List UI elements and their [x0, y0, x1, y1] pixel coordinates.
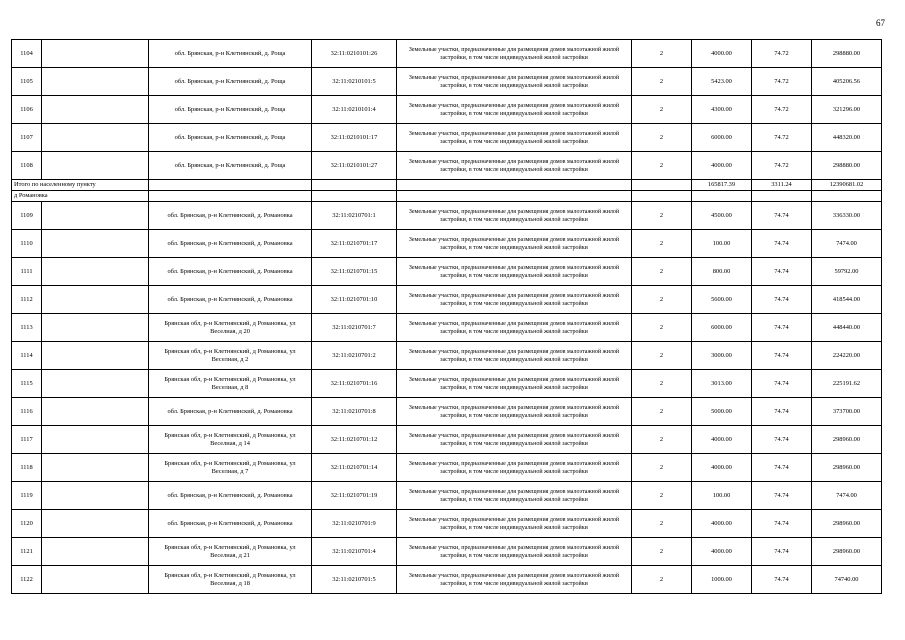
table-row: [12, 566, 882, 594]
cadastral-value-cell: 336330.00: [812, 202, 882, 230]
permitted-use-cell: Земельные участки, предназначенные для размещения домов малоэтажной жилой застройки, в том числе индивидуальной жилой застройки: [397, 124, 632, 152]
permitted-use-cell: Земельные участки, предназначенные для размещения домов малоэтажной жилой застройки, в том числе индивидуальной жилой застройки: [397, 398, 632, 426]
cadastral-value-cell: 405206.56: [812, 68, 882, 96]
empty-cell: [42, 482, 149, 510]
category-cell: 2: [632, 370, 692, 398]
row-number-cell: 1120: [12, 510, 42, 538]
table-row: [12, 538, 882, 566]
area-cell: 3000.00: [692, 342, 752, 370]
category-cell: 2: [632, 258, 692, 286]
permitted-use-cell: Земельные участки, предназначенные для размещения домов малоэтажной жилой застройки, в том числе индивидуальной жилой застройки: [397, 152, 632, 180]
row-number-cell: 1112: [12, 286, 42, 314]
address-cell: Брянская обл, р-н Клетнянский, д Романовка, ул Веселиая, д 18: [149, 566, 312, 594]
table-row: [12, 286, 882, 314]
table-body-romanovka: [12, 202, 882, 594]
table-row: [12, 258, 882, 286]
settlement-header-cell: [149, 191, 312, 202]
cadastral-number-cell: 32:11:0210701:17: [312, 230, 397, 258]
area-cell: 6000.00: [692, 314, 752, 342]
address-cell: обл. Брянская, р-н Клетнянский, д. Роща: [149, 96, 312, 124]
cadastral-number-cell: 32:11:0210101:4: [312, 96, 397, 124]
cadastral-value-cell: 7474.00: [812, 230, 882, 258]
settlement-name: д Романовка: [12, 191, 149, 202]
row-number-cell: 1109: [12, 202, 42, 230]
cadastral-value-cell: 448320.00: [812, 124, 882, 152]
area-cell: 4000.00: [692, 454, 752, 482]
cadastral-number-cell: 32:11:0210101:27: [312, 152, 397, 180]
rate-cell: 74.74: [752, 482, 812, 510]
row-number-cell: 1105: [12, 68, 42, 96]
address-cell: Брянская обл, р-н Клетнянский, д Романовка, ул Веселиая, д 2: [149, 342, 312, 370]
table-row: [12, 68, 882, 96]
settlement-header-cell: [397, 191, 632, 202]
settlement-header-cell: [312, 191, 397, 202]
cadastral-number-cell: 32:11:0210701:12: [312, 426, 397, 454]
subtotal-row: [12, 180, 882, 191]
category-cell: 2: [632, 124, 692, 152]
address-cell: Брянская обл, р-н Клетнянский, д Романовка, ул Веселиая, д 8: [149, 370, 312, 398]
empty-cell: [42, 398, 149, 426]
table-row: [12, 398, 882, 426]
cadastral-value-cell: 321296.00: [812, 96, 882, 124]
empty-cell: [42, 258, 149, 286]
table-body-roshcha: [12, 40, 882, 180]
empty-cell: [42, 124, 149, 152]
subtotal-use-cell: [397, 180, 632, 191]
area-cell: 4300.00: [692, 96, 752, 124]
permitted-use-cell: Земельные участки, предназначенные для размещения домов малоэтажной жилой застройки, в том числе индивидуальной жилой застройки: [397, 314, 632, 342]
settlement-header-cell: [812, 191, 882, 202]
settlement-header-row: [12, 191, 882, 202]
category-cell: 2: [632, 398, 692, 426]
cadastral-value-cell: 298960.00: [812, 510, 882, 538]
cadastral-number-cell: 32:11:0210701:1: [312, 202, 397, 230]
row-number-cell: 1106: [12, 96, 42, 124]
address-cell: Брянская обл, р-н Клетнянский, д Романовка, ул Веселиая, д 7: [149, 454, 312, 482]
empty-cell: [42, 566, 149, 594]
category-cell: 2: [632, 286, 692, 314]
category-cell: 2: [632, 566, 692, 594]
row-number-cell: 1108: [12, 152, 42, 180]
cadastral-value-cell: 7474.00: [812, 482, 882, 510]
category-cell: 2: [632, 152, 692, 180]
category-cell: 2: [632, 202, 692, 230]
category-cell: 2: [632, 454, 692, 482]
rate-cell: 74.74: [752, 230, 812, 258]
rate-cell: 74.74: [752, 454, 812, 482]
table-row: [12, 370, 882, 398]
area-cell: 5423.00: [692, 68, 752, 96]
area-cell: 4000.00: [692, 510, 752, 538]
cadastral-value-cell: 224220.00: [812, 342, 882, 370]
area-cell: 4000.00: [692, 40, 752, 68]
area-cell: 4500.00: [692, 202, 752, 230]
permitted-use-cell: Земельные участки, предназначенные для размещения домов малоэтажной жилой застройки, в том числе индивидуальной жилой застройки: [397, 258, 632, 286]
table-row: [12, 510, 882, 538]
area-cell: 3013.00: [692, 370, 752, 398]
rate-cell: 74.74: [752, 202, 812, 230]
empty-cell: [42, 96, 149, 124]
table-row: [12, 454, 882, 482]
table-row: [12, 96, 882, 124]
table-row: [12, 314, 882, 342]
category-cell: 2: [632, 230, 692, 258]
rate-cell: 74.74: [752, 258, 812, 286]
table-row: [12, 482, 882, 510]
empty-cell: [42, 370, 149, 398]
area-cell: 4000.00: [692, 538, 752, 566]
cadastral-value-cell: 298880.00: [812, 40, 882, 68]
rate-cell: 74.74: [752, 426, 812, 454]
permitted-use-cell: Земельные участки, предназначенные для размещения домов малоэтажной жилой застройки, в том числе индивидуальной жилой застройки: [397, 454, 632, 482]
address-cell: обл. Брянская, р-н Клетнянский, д. Роща: [149, 124, 312, 152]
address-cell: Брянская обл, р-н Клетнянский, д Романовка, ул Веселиая, д 14: [149, 426, 312, 454]
table-row: [12, 40, 882, 68]
rate-cell: 74.72: [752, 40, 812, 68]
table-row: [12, 426, 882, 454]
category-cell: 2: [632, 342, 692, 370]
cadastral-number-cell: 32:11:0210701:19: [312, 482, 397, 510]
area-cell: 5600.00: [692, 286, 752, 314]
permitted-use-cell: Земельные участки, предназначенные для размещения домов малоэтажной жилой застройки, в том числе индивидуальной жилой застройки: [397, 426, 632, 454]
rate-cell: 74.72: [752, 124, 812, 152]
rate-cell: 74.74: [752, 566, 812, 594]
table-row: [12, 342, 882, 370]
subtotal-address-cell: [149, 180, 312, 191]
cadastral-value-cell: 298880.00: [812, 152, 882, 180]
cadastral-number-cell: 32:11:0210101:17: [312, 124, 397, 152]
cadastral-value-cell: 298960.00: [812, 538, 882, 566]
table-row: [12, 230, 882, 258]
category-cell: 2: [632, 40, 692, 68]
empty-cell: [42, 342, 149, 370]
rate-cell: 74.72: [752, 152, 812, 180]
subtotal-value: 12390681.02: [812, 180, 882, 191]
category-cell: 2: [632, 96, 692, 124]
permitted-use-cell: Земельные участки, предназначенные для размещения домов малоэтажной жилой застройки, в том числе индивидуальной жилой застройки: [397, 286, 632, 314]
cadastral-value-cell: 448440.00: [812, 314, 882, 342]
subtotal-rate: 3311.24: [752, 180, 812, 191]
area-cell: 4000.00: [692, 426, 752, 454]
subtotal-label: Итого по населенному пункту: [12, 180, 149, 191]
cadastral-number-cell: 32:11:0210101:5: [312, 68, 397, 96]
row-number-cell: 1116: [12, 398, 42, 426]
empty-cell: [42, 510, 149, 538]
permitted-use-cell: Земельные участки, предназначенные для размещения домов малоэтажной жилой застройки, в том числе индивидуальной жилой застройки: [397, 40, 632, 68]
row-number-cell: 1119: [12, 482, 42, 510]
permitted-use-cell: Земельные участки, предназначенные для размещения домов малоэтажной жилой застройки, в том числе индивидуальной жилой застройки: [397, 370, 632, 398]
cadastral-number-cell: 32:11:0210701:14: [312, 454, 397, 482]
row-number-cell: 1115: [12, 370, 42, 398]
area-cell: 1000.00: [692, 566, 752, 594]
empty-cell: [42, 230, 149, 258]
cadastral-value-cell: 298960.00: [812, 426, 882, 454]
category-cell: 2: [632, 538, 692, 566]
rate-cell: 74.74: [752, 342, 812, 370]
table-body-subtotal: [12, 180, 882, 202]
settlement-header-cell: [692, 191, 752, 202]
address-cell: обл. Брянская, р-н Клетнянский, д. Роща: [149, 152, 312, 180]
row-number-cell: 1107: [12, 124, 42, 152]
cadastral-value-cell: 373700.00: [812, 398, 882, 426]
rate-cell: 74.74: [752, 538, 812, 566]
settlement-header-cell: [752, 191, 812, 202]
category-cell: 2: [632, 314, 692, 342]
cadastral-number-cell: 32:11:0210701:8: [312, 398, 397, 426]
address-cell: обл. Брянская, р-н Клетнянский, д. Романовка: [149, 398, 312, 426]
permitted-use-cell: Земельные участки, предназначенные для размещения домов малоэтажной жилой застройки, в том числе индивидуальной жилой застройки: [397, 342, 632, 370]
rate-cell: 74.74: [752, 370, 812, 398]
area-cell: 6000.00: [692, 124, 752, 152]
cadastral-number-cell: 32:11:0210701:2: [312, 342, 397, 370]
area-cell: 4000.00: [692, 152, 752, 180]
rate-cell: 74.74: [752, 314, 812, 342]
address-cell: обл. Брянская, р-н Клетнянский, д. Роща: [149, 40, 312, 68]
rate-cell: 74.72: [752, 68, 812, 96]
permitted-use-cell: Земельные участки, предназначенные для размещения домов малоэтажной жилой застройки, в том числе индивидуальной жилой застройки: [397, 202, 632, 230]
permitted-use-cell: Земельные участки, предназначенные для размещения домов малоэтажной жилой застройки, в том числе индивидуальной жилой застройки: [397, 566, 632, 594]
cadastral-number-cell: 32:11:0210701:10: [312, 286, 397, 314]
permitted-use-cell: Земельные участки, предназначенные для размещения домов малоэтажной жилой застройки, в том числе индивидуальной жилой застройки: [397, 482, 632, 510]
rate-cell: 74.74: [752, 286, 812, 314]
category-cell: 2: [632, 68, 692, 96]
category-cell: 2: [632, 510, 692, 538]
empty-cell: [42, 286, 149, 314]
empty-cell: [42, 426, 149, 454]
subtotal-category-cell: [632, 180, 692, 191]
cadastral-value-cell: 418544.00: [812, 286, 882, 314]
row-number-cell: 1118: [12, 454, 42, 482]
cadastral-value-cell: 59792.00: [812, 258, 882, 286]
table-row: [12, 124, 882, 152]
row-number-cell: 1113: [12, 314, 42, 342]
table-row: [12, 152, 882, 180]
address-cell: обл. Брянская, р-н Клетнянский, д. Романовка: [149, 230, 312, 258]
permitted-use-cell: Земельные участки, предназначенные для размещения домов малоэтажной жилой застройки, в том числе индивидуальной жилой застройки: [397, 538, 632, 566]
cadastral-value-cell: 74740.00: [812, 566, 882, 594]
cadastral-number-cell: 32:11:0210701:7: [312, 314, 397, 342]
cadastral-number-cell: 32:11:0210701:4: [312, 538, 397, 566]
address-cell: обл. Брянская, р-н Клетнянский, д. Романовка: [149, 482, 312, 510]
address-cell: обл. Брянская, р-н Клетнянский, д. Роща: [149, 68, 312, 96]
empty-cell: [42, 314, 149, 342]
row-number-cell: 1104: [12, 40, 42, 68]
address-cell: обл. Брянская, р-н Клетнянский, д. Романовка: [149, 286, 312, 314]
address-cell: Брянская обл, р-н Клетнянский, д Романовка, ул Веселиая, д 20: [149, 314, 312, 342]
area-cell: 800.00: [692, 258, 752, 286]
area-cell: 100.00: [692, 230, 752, 258]
cadastral-value-cell: 298960.00: [812, 454, 882, 482]
land-register-table: [11, 39, 882, 594]
row-number-cell: 1111: [12, 258, 42, 286]
row-number-cell: 1110: [12, 230, 42, 258]
empty-cell: [42, 68, 149, 96]
address-cell: обл. Брянская, р-н Клетнянский, д. Романовка: [149, 202, 312, 230]
area-cell: 100.00: [692, 482, 752, 510]
permitted-use-cell: Земельные участки, предназначенные для размещения домов малоэтажной жилой застройки, в том числе индивидуальной жилой застройки: [397, 230, 632, 258]
row-number-cell: 1121: [12, 538, 42, 566]
address-cell: Брянская обл, р-н Клетнянский, д Романовка, ул Веселиая, д 21: [149, 538, 312, 566]
row-number-cell: 1114: [12, 342, 42, 370]
cadastral-number-cell: 32:11:0210701:9: [312, 510, 397, 538]
permitted-use-cell: Земельные участки, предназначенные для размещения домов малоэтажной жилой застройки, в том числе индивидуальной жилой застройки: [397, 510, 632, 538]
empty-cell: [42, 538, 149, 566]
subtotal-area: 165817.39: [692, 180, 752, 191]
address-cell: обл. Брянская, р-н Клетнянский, д. Романовка: [149, 258, 312, 286]
permitted-use-cell: Земельные участки, предназначенные для размещения домов малоэтажной жилой застройки, в том числе индивидуальной жилой застройки: [397, 96, 632, 124]
empty-cell: [42, 152, 149, 180]
cadastral-value-cell: 225191.62: [812, 370, 882, 398]
page-number: 67: [876, 18, 885, 28]
rate-cell: 74.72: [752, 96, 812, 124]
category-cell: 2: [632, 482, 692, 510]
cadastral-number-cell: 32:11:0210701:5: [312, 566, 397, 594]
row-number-cell: 1122: [12, 566, 42, 594]
cadastral-number-cell: 32:11:0210701:16: [312, 370, 397, 398]
subtotal-cadastral-cell: [312, 180, 397, 191]
rate-cell: 74.74: [752, 398, 812, 426]
settlement-header-cell: [632, 191, 692, 202]
cadastral-number-cell: 32:11:0210101:26: [312, 40, 397, 68]
cadastral-number-cell: 32:11:0210701:15: [312, 258, 397, 286]
table-row: [12, 202, 882, 230]
category-cell: 2: [632, 426, 692, 454]
area-cell: 5000.00: [692, 398, 752, 426]
permitted-use-cell: Земельные участки, предназначенные для размещения домов малоэтажной жилой застройки, в том числе индивидуальной жилой застройки: [397, 68, 632, 96]
row-number-cell: 1117: [12, 426, 42, 454]
rate-cell: 74.74: [752, 510, 812, 538]
empty-cell: [42, 454, 149, 482]
empty-cell: [42, 202, 149, 230]
address-cell: обл. Брянская, р-н Клетнянский, д. Романовка: [149, 510, 312, 538]
empty-cell: [42, 40, 149, 68]
